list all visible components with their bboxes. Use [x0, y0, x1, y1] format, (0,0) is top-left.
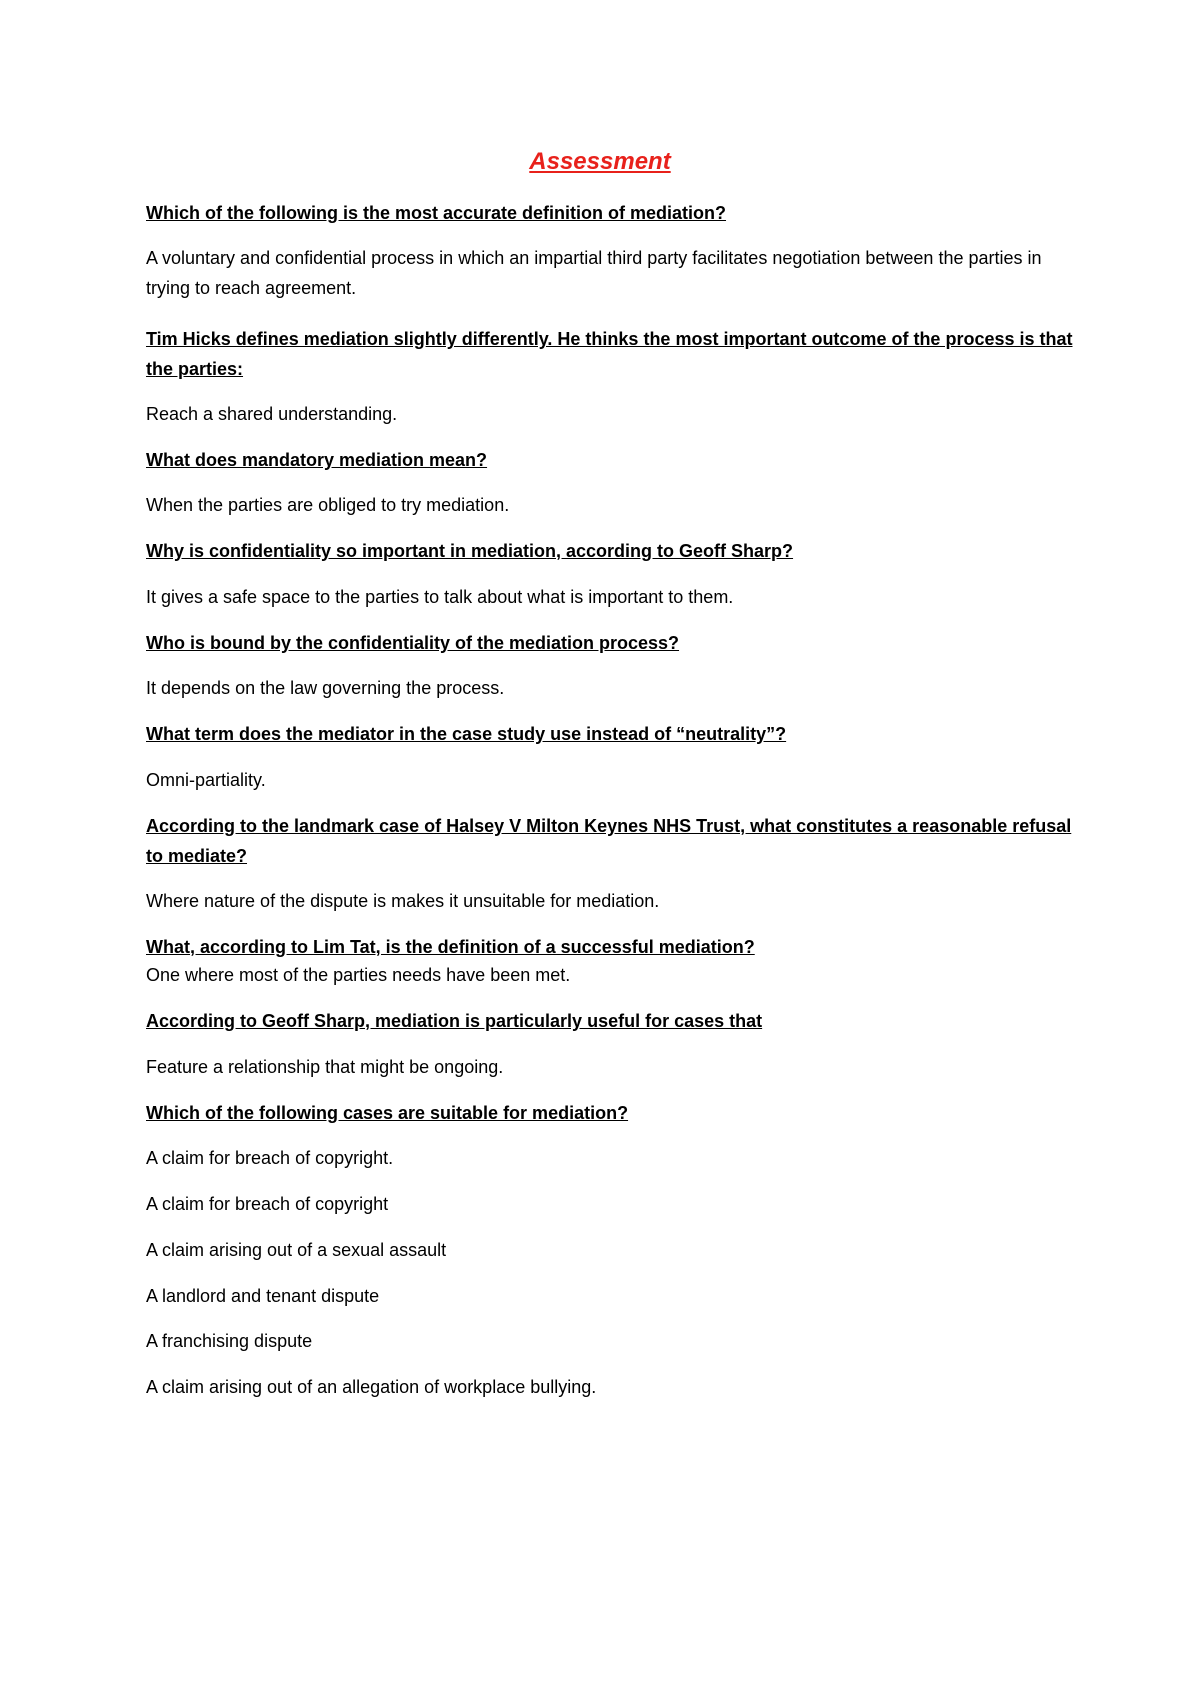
answer-10-option-5: A franchising dispute [146, 1331, 313, 1351]
answer-6: Omni-partiality. [146, 770, 266, 790]
question-5: Who is bound by the confidentiality of the mediation process? [146, 633, 680, 653]
question-7: According to the landmark case of Halsey V Milton Keynes NHS Trust, what constitutes a reasonable refusal to mediate? [146, 816, 1072, 866]
question-9: According to Geoff Sharp, mediation is particularly useful for cases that [146, 1011, 763, 1031]
answer-10-option-3: A claim arising out of a sexual assault [146, 1240, 447, 1260]
answer-5: It depends on the law governing the process. [146, 678, 505, 698]
question-4: Why is confidentiality so important in mediation, according to Geoff Sharp? [146, 541, 794, 561]
question-6: What term does the mediator in the case study use instead of “neutrality”? [146, 724, 787, 744]
answer-8: One where most of the parties needs have been met. [146, 965, 571, 985]
question-10: Which of the following cases are suitable for mediation? [146, 1103, 629, 1123]
answer-9: Feature a relationship that might be ongoing. [146, 1057, 504, 1077]
page-title: Assessment [529, 148, 671, 175]
answer-3: When the parties are obliged to try mediation. [146, 495, 510, 515]
answer-7: Where nature of the dispute is makes it unsuitable for mediation. [146, 891, 660, 911]
answer-10-option-1: A claim for breach of copyright. [146, 1148, 394, 1168]
answer-1: A voluntary and confidential process in which an impartial third party facilitates negotiation between the parties in trying to reach agreement. [146, 248, 1042, 298]
answer-2: Reach a shared understanding. [146, 404, 398, 424]
answer-10-option-2: A claim for breach of copyright [146, 1194, 389, 1214]
question-2: Tim Hicks defines mediation slightly differently. He thinks the most important outcome of the process is that the parties: [146, 329, 1073, 379]
answer-10-option-4: A landlord and tenant dispute [146, 1286, 380, 1306]
answer-10-option-6: A claim arising out of an allegation of workplace bullying. [146, 1377, 597, 1397]
answer-4: It gives a safe space to the parties to talk about what is important to them. [146, 587, 734, 607]
question-8: What, according to Lim Tat, is the definition of a successful mediation? [146, 937, 755, 957]
question-3: What does mandatory mediation mean? [146, 450, 488, 470]
question-1: Which of the following is the most accurate definition of mediation? [146, 203, 727, 223]
